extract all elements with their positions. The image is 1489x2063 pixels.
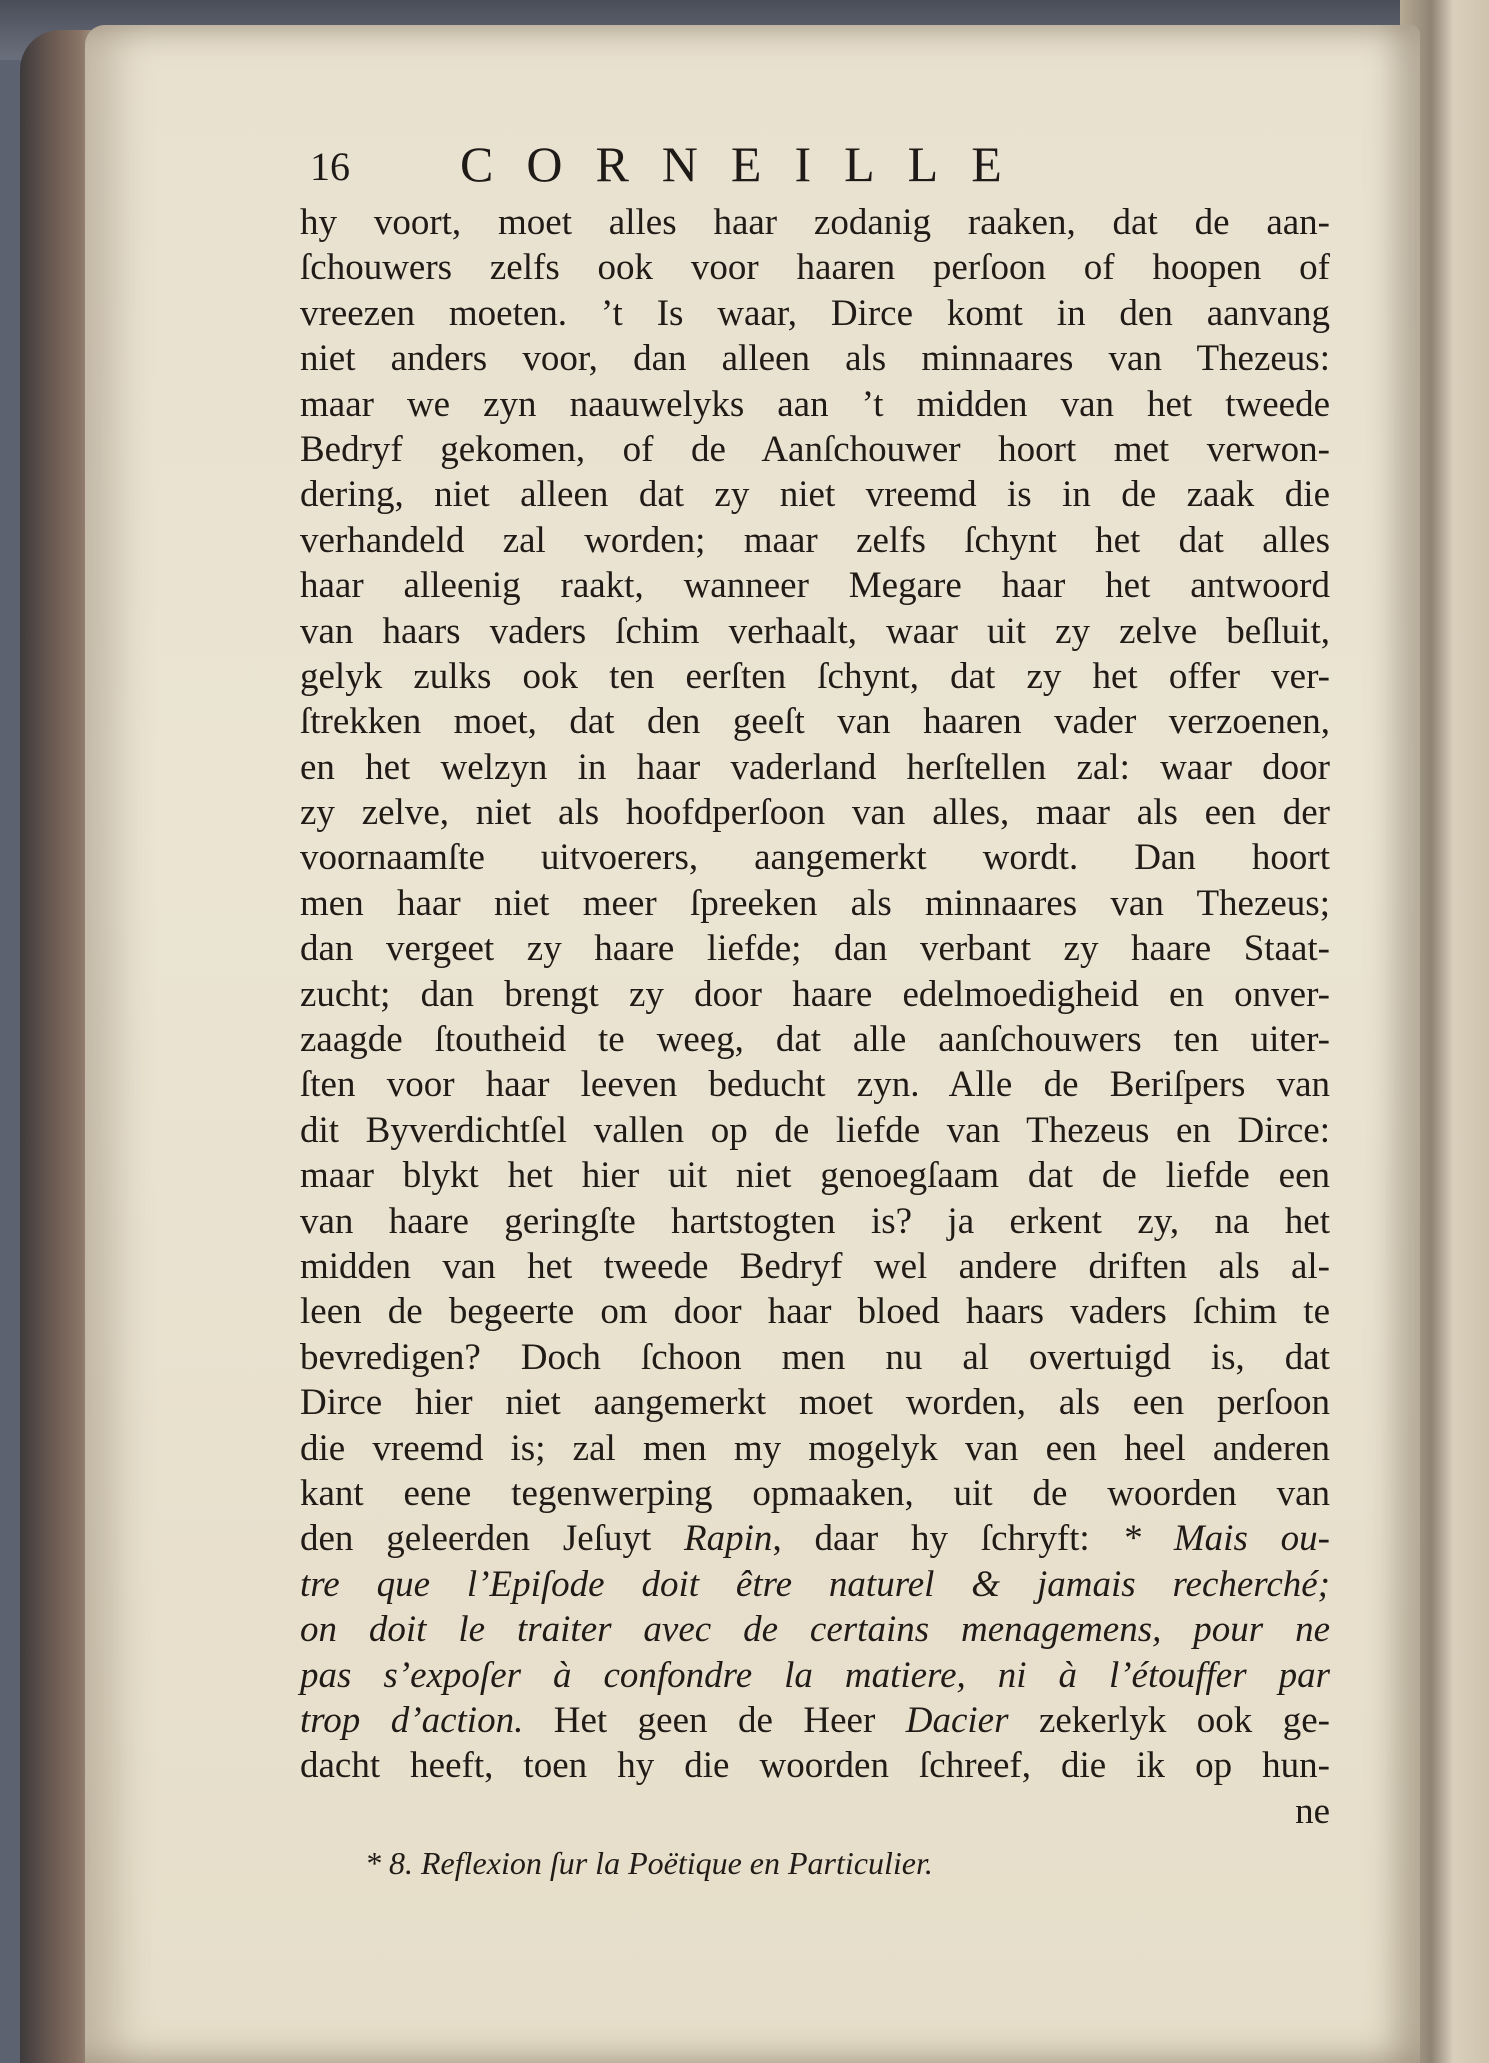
text-line: dan vergeet zy haare liefde; dan verbant zy haare Staat- [300,928,1330,970]
text-line: dering, niet alleen dat zy niet vreemd is in de zaak die [300,474,1330,516]
text-line-dacier: trop d’action. Het geen de Heer Dacier zekerlyk ook ge- [300,1699,1330,1741]
text-line: men haar niet meer ſpreeken als minnaares van Thezeus; [300,882,1330,924]
text-line: van haars vaders ſchim verhaalt, waar uit zy zelve beſluit, [300,610,1330,652]
quote-start: * Mais ou- [1122,1518,1330,1560]
name-dacier: Dacier [905,1699,1009,1741]
quote-line: tre que l’Epiſode doit être naturel & jamais recherché; [300,1563,1330,1605]
text-line: niet anders voor, dan alleen als minnaares van Thezeus: [300,338,1330,380]
text-line: zaagde ſtoutheid te weeg, dat alle aanſchouwers ten uiter- [300,1019,1330,1061]
text-line: bevredigen? Doch ſchoon men nu al overtuigd is, dat [300,1336,1330,1378]
footnote: * 8. Reflexion ſur la Poëtique en Particulier. [365,1845,933,1881]
text-line: ſtrekken moet, dat den geeſt van haaren vader verzoenen, [300,701,1330,743]
text-line: verhandeld zal worden; maar zelfs ſchynt het dat alles [300,519,1330,561]
text-line: die vreemd is; zal men my mogelyk van een heel anderen [300,1427,1330,1469]
text-line: Dirce hier niet aangemerkt moet worden, als een perſoon [300,1382,1330,1424]
text-line: ſten voor haar leeven beducht zyn. Alle de Beriſpers van [300,1064,1330,1106]
text-line-rapin: den geleerden Jeſuyt Rapin, daar hy ſchryft: * Mais ou- [300,1518,1330,1560]
text-line: kant eene tegenwerping opmaaken, uit de woorden van [300,1472,1330,1514]
name-rapin: Rapin [684,1518,773,1560]
page-header [310,135,1210,195]
text-line: van haare geringſte hartstogten is? ja erkent zy, na het [300,1200,1330,1242]
quote-end: trop d’action. [300,1699,524,1741]
catchword: ne [1295,1790,1330,1832]
text-line: haar alleenig raakt, wanneer Megare haar het antwoord [300,565,1330,607]
text-line: dacht heeft, toen hy die woorden ſchreef, die ik op hun- [300,1745,1330,1787]
page-number: 16 [310,144,350,189]
running-title: CORNEILLE [460,136,1035,192]
quote-line: on doit le traiter avec de certains menagemens, pour ne [300,1609,1330,1651]
text-line: midden van het tweede Bedryf wel andere driften als al- [300,1245,1330,1287]
text-line: vreezen moeten. ’t Is waar, Dirce komt in den aanvang [300,292,1330,334]
text-line: dit Byverdichtſel vallen op de liefde van Thezeus en Dirce: [300,1109,1330,1151]
text-line: maar we zyn naauwelyks aan ’t midden van het tweede [300,383,1330,425]
text-line: leen de begeerte om door haar bloed haars vaders ſchim te [300,1291,1330,1333]
text-line: ſchouwers zelfs ook voor haaren perſoon of hoopen of [300,247,1330,289]
text-line: en het welzyn in haar vaderland herſtellen zal: waar door [300,746,1330,788]
body-text [300,200,1330,1834]
text-line: hy voort, moet alles haar zodanig raaken, dat de aan- [300,202,1330,243]
text-line: gelyk zulks ook ten eerſten ſchynt, dat zy het offer ver- [300,655,1330,697]
text-line: zy zelve, niet als hoofdperſoon van alles, maar als een der [300,792,1330,834]
text-line: zucht; dan brengt zy door haare edelmoedigheid en onver- [300,973,1330,1015]
text-line: maar blykt het hier uit niet genoegſaam dat de liefde een [300,1155,1330,1197]
text-line: Bedryf gekomen, of de Aanſchouwer hoort met verwon- [300,428,1330,470]
text-line: voornaamſte uitvoerers, aangemerkt wordt. Dan hoort [300,837,1330,879]
quote-line: pas s’expoſer à confondre la matiere, ni à l’étouffer par [300,1654,1330,1696]
